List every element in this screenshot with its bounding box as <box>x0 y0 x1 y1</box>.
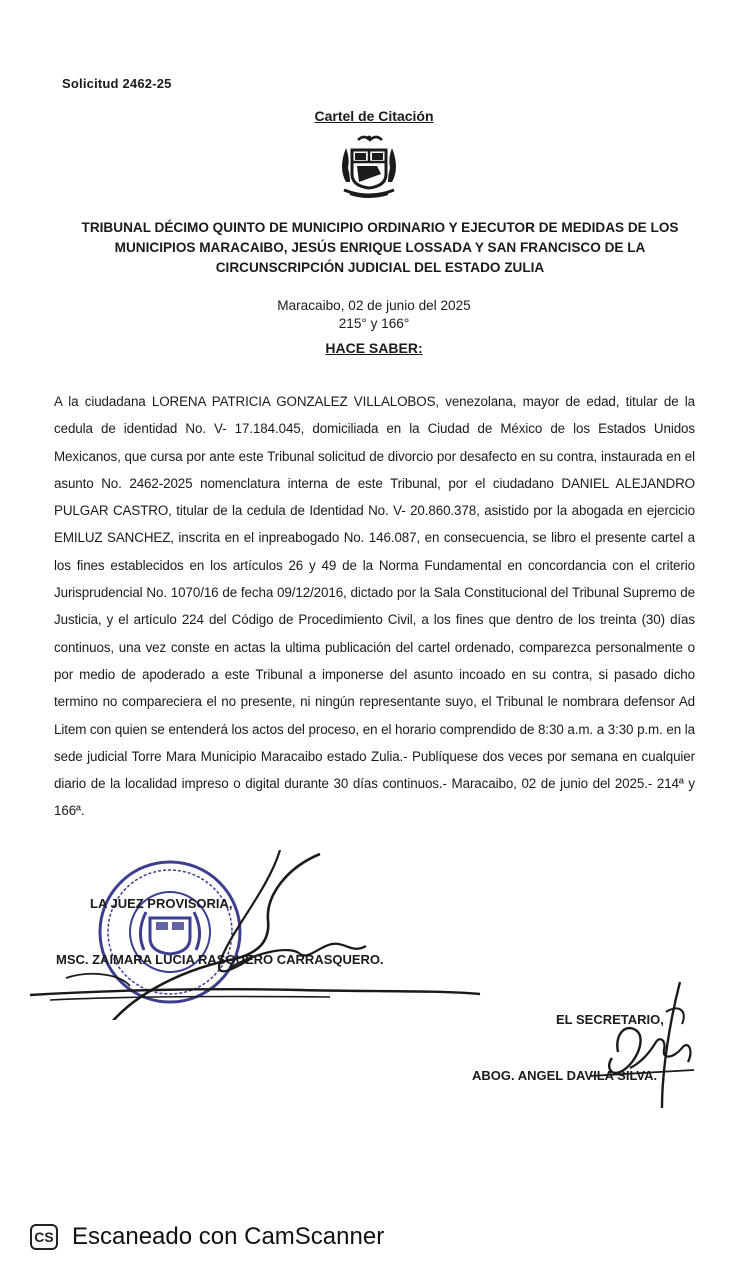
notice-heading: HACE SABER: <box>325 340 423 356</box>
judge-name: MSC. ZAIMARA LUCIA RASQUERO CARRASQUERO. <box>56 952 384 967</box>
scanner-caption: Escaneado con CamScanner <box>72 1223 385 1250</box>
secretary-title: EL SECRETARIO, <box>556 1012 664 1027</box>
secretary-name: ABOG. ANGEL DAVILA SILVA. <box>472 1068 658 1083</box>
judge-title: LA JUEZ PROVISORIA, <box>90 896 233 911</box>
court-name <box>40 218 720 278</box>
court-line: CIRCUNSCRIPCIÓN JUDICIAL DEL ESTADO ZULIA <box>215 260 545 275</box>
notice-body: A la ciudadana LORENA PATRICIA GONZALEZ VILLALOBOS, venezolana, mayor de edad, titular de la cedula de identidad No. V- 17.184.045, domiciliada en la Ciudad de México de los Estados Unidos Mexicanos, que cursa por ante este Tribunal solicitud de divorcio por desafecto en su contra, instaurada en el asunto No. 2462-2025 nomenclatura interna de este Tribunal, por el ciudadano DANIEL ALEJANDRO PULGAR CASTRO, titular de la cedula de Identidad No. V- 20.860.378, asistido por la abogada en ejercicio EMILUZ SANCHEZ, inscrita en el inpreabogado No. 146.087, en consecuencia, se libro el presente cartel a los fines establecidos en los artículos 26 y 49 de la Norma Fundamental en concordancia con el criterio Jurisprudencial No. 1070/16 de fecha 09/12/2016, dictado por la Sala Constitucional del Tribunal Supremo de Justicia, y el artículo 224 del Código de Procedimiento Civil, a los fines que dentro de los treinta (30) días continuos, una vez conste en actas la ultima publicación del cartel ordenado, comparezca personalmente o por medio de apoderado a este Tribunal a imponerse del asunto incoado en su contra, si pasado dicho termino no compareciera el no presente, ni ningún representante suyo, el Tribunal le nombrara defensor Ad Litem con quien se entenderá los actos del proceso, en el horario comprendido de 8:30 a.m. a 3:30 p.m. en la sede judicial Torre Mara Municipio Maracaibo estado Zulia.- Publíquese dos veces por semana en cualquier diario de la localidad impreso o digital durante 30 días continuos.- Maracaibo, 02 de junio del 2025.- 214ª y 166ª. <box>54 394 695 819</box>
coat-of-arms-icon <box>330 132 408 198</box>
scanner-footer <box>30 1220 384 1254</box>
secretary-signature <box>570 980 700 1110</box>
camscanner-logo-icon: CS <box>30 1224 58 1250</box>
request-number: Solicitud 2462-25 <box>62 76 172 91</box>
independence-years: 215° y 166° <box>338 316 410 331</box>
court-line: MUNICIPIOS MARACAIBO, JESÚS ENRIQUE LOSSADA Y SAN FRANCISCO DE LA <box>114 240 646 255</box>
place-date: Maracaibo, 02 de junio del 2025 <box>277 298 471 313</box>
document-title: Cartel de Citación <box>314 108 434 124</box>
dateline <box>0 297 748 333</box>
judge-signature <box>30 850 490 1020</box>
court-line: TRIBUNAL DÉCIMO QUINTO DE MUNICIPIO ORDINARIO Y EJECUTOR DE MEDIDAS DE LOS <box>81 220 679 235</box>
